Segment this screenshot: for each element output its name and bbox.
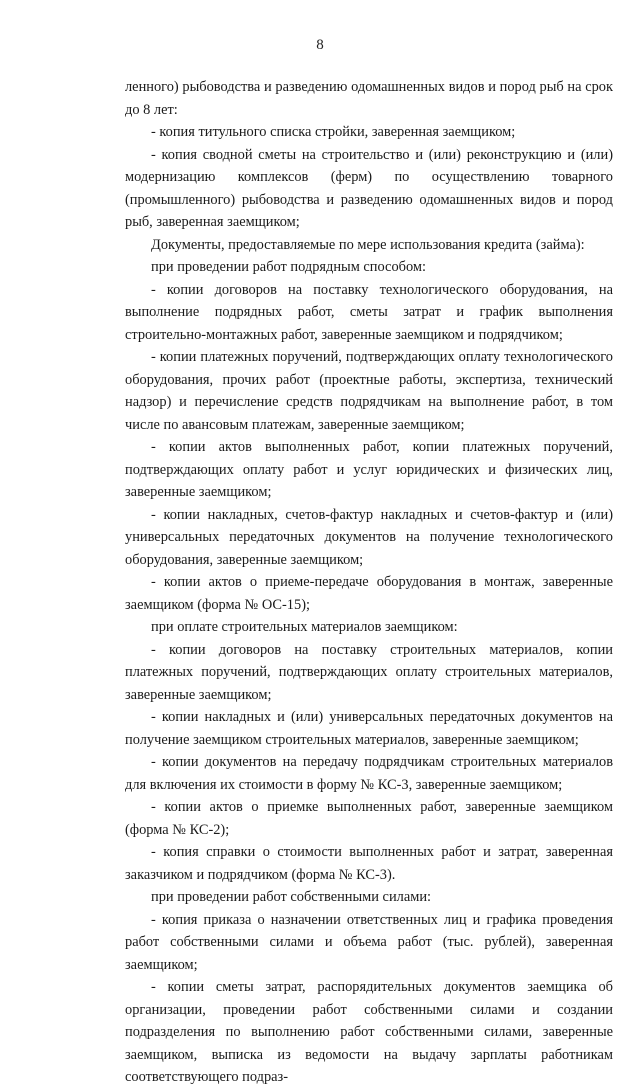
paragraph: - копии договоров на поставку строительных материалов, копии платежных поручений, подтверждающих оплату строительных материалов, заверенные заемщиком; <box>125 641 613 703</box>
paragraph: - копия справки о стоимости выполненных работ и затрат, заверенная заказчиком и подрядчиком (форма № КС-3). <box>125 844 613 883</box>
document-body <box>125 76 613 1089</box>
paragraph: - копии документов на передачу подрядчикам строительных материалов для включения их стоимости в форму № КС-3, заверенные заемщиком; <box>125 754 613 793</box>
paragraph: при оплате строительных материалов заемщиком: <box>151 619 458 635</box>
paragraph: при проведении работ подрядным способом: <box>151 259 426 275</box>
paragraph: ленного) рыбоводства и разведению одомашненных видов и пород рыб на срок до 8 лет: <box>125 79 613 118</box>
paragraph: - копии накладных и (или) универсальных передаточных документов на получение заемщиком строительных материалов, заверенные заемщиком; <box>125 709 613 748</box>
paragraph: при проведении работ собственными силами: <box>151 889 432 905</box>
page-number: 8 <box>316 37 324 53</box>
paragraph: - копии сметы затрат, распорядительных документов заемщика об организации, проведении работ собственными силами и создании подразделения по выполнению работ собственными силами, заверенные заемщиком, выписка из ведомости на выдачу зарплаты работникам соответствующего подраз- <box>125 979 613 1085</box>
paragraph: - копии актов о приемке выполненных работ, заверенные заемщиком (форма № КС-2); <box>125 799 613 838</box>
paragraph: - копии актов о приеме-передаче оборудования в монтаж, заверенные заемщиком (форма № ОС-15); <box>125 574 613 613</box>
paragraph: Документы, предоставляемые по мере использования кредита (займа): <box>151 236 585 253</box>
paragraph: - копии платежных поручений, подтверждающих оплату технологического оборудования, прочих работ (проектные работы, экспертиза, технический надзор) и перечисление средств подрядчикам на выполнение работ, в том числе по авансовым платежам, заверенные заемщиком; <box>125 349 613 433</box>
paragraph: - копия приказа о назначении ответственных лиц и графика проведения работ собственными силами и объема работ (тыс. рублей), заверенная заемщиком; <box>125 911 613 973</box>
paragraph: - копии договоров на поставку технологического оборудования, на выполнение подрядных работ, сметы затрат и график выполнения строительно-монтажных работ, заверенные заемщиком и подрядчиком; <box>125 281 613 343</box>
paragraph: - копии накладных, счетов-фактур накладных и счетов-фактур и (или) универсальных передаточных документов на получение технологического оборудования, заверенные заемщиком; <box>125 506 613 568</box>
paragraph: - копия сводной сметы на строительство и (или) реконструкцию и (или) модернизацию комплексов (ферм) по осуществлению товарного (промышленного) рыбоводства и разведению одомашненных видов и пород рыб, заверенная заемщиком; <box>125 146 613 230</box>
paragraph: - копии актов выполненных работ, копии платежных поручений, подтверждающих оплату работ и услуг юридических и физических лиц, заверенные заемщиком; <box>125 439 613 500</box>
paragraph: - копия титульного списка стройки, заверенная заемщиком; <box>151 124 516 140</box>
